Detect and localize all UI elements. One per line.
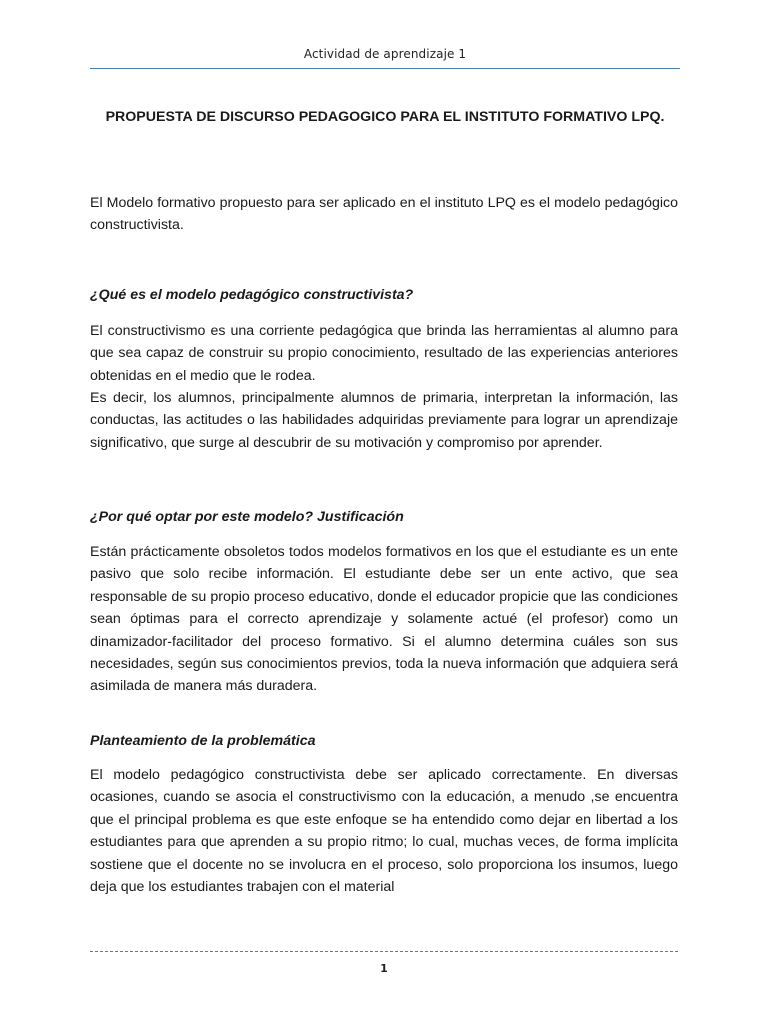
- document-title: PROPUESTA DE DISCURSO PEDAGOGICO PARA EL INSTITUTO FORMATIVO LPQ.: [105, 109, 665, 125]
- page-number: 1: [380, 962, 388, 975]
- section-paragraph: El modelo pedagógico constructivista debe ser aplicado correctamente. En diversas ocasiones, cuando se asocia el constructivismo con la educación, a menudo ,se encuentra que el principal problema es que este enfoque se ha entendido como dejar en libertad a los estudiantes para que aprenden a su propio ritmo; lo cual, muchas veces, de forma implícita sostiene que el docente no se involucra en el proceso, solo proporciona los insumos, luego deja que los estudiantes trabajen con el material: [90, 767, 678, 896]
- section-heading-que-es: ¿Qué es el modelo pedagógico constructivista?: [90, 287, 414, 303]
- intro-paragraph: El Modelo formativo propuesto para ser aplicado en el instituto LPQ es el modelo pedagógico constructivista.: [90, 195, 678, 234]
- section-heading-justificacion: ¿Por qué optar por este modelo? Justificación: [90, 509, 404, 525]
- running-header: Actividad de aprendizaje 1: [303, 47, 467, 61]
- section-heading-problematica: Planteamiento de la problemática: [90, 733, 316, 749]
- section-paragraph: El constructivismo es una corriente pedagógica que brinda las herramientas al alumno para que sea capaz de construir su propio conocimiento, resultado de las experiencias anteriores obtenidas en el medio que le rodea.: [90, 323, 678, 384]
- section-paragraph: Están prácticamente obsoletos todos modelos formativos en los que el estudiante es un ente pasivo que solo recibe información. El estudiante debe ser un ente activo, que sea responsable de su propio proceso educativo, donde el educador propicie que las condiciones sean óptimas para el correcto aprendizaje y solamente actué (el profesor) como un dinamizador-facilitador del proceso formativo. Si el alumno determina cuáles son sus necesidades, según sus conocimientos previos, toda la nueva información que adquiera será asimilada de manera más duradera.: [90, 544, 678, 695]
- footer-rule: [90, 951, 678, 952]
- section-paragraph: Es decir, los alumnos, principalmente alumnos de primaria, interpretan la información, las conductas, las actitudes o las habilidades adquiridas previamente para lograr un aprendizaje significativo, que surge al descubrir de su motivación y compromiso por aprender.: [90, 390, 678, 451]
- header-rule: [90, 68, 680, 69]
